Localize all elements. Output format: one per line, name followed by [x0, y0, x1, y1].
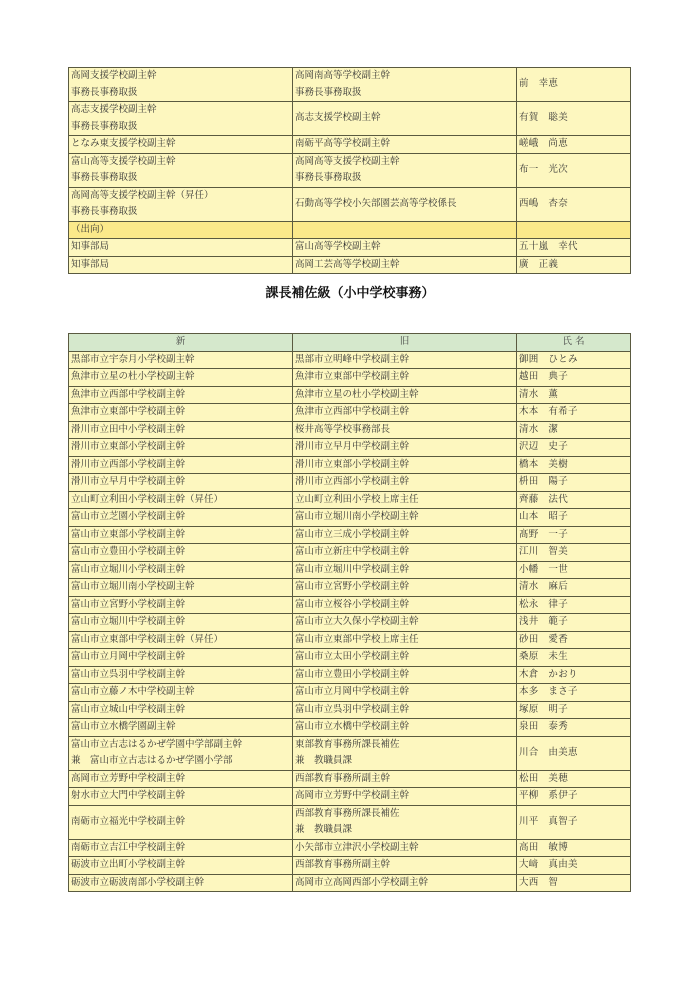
old-position-cell [293, 701, 517, 719]
old-position-line: 滑川市立東部小学校副主幹 [295, 458, 410, 470]
new-position-line: 事務長事務取扱 [71, 120, 138, 132]
old-position-cell [293, 102, 517, 136]
new-position-cell [69, 857, 293, 875]
new-position-cell [69, 509, 293, 527]
person-name-cell: 小幡 一世 [517, 561, 631, 579]
table-row [69, 239, 631, 257]
new-position-cell [69, 788, 293, 806]
new-position-cell [69, 736, 293, 770]
new-position-line: 富山高等支援学校副主幹 [71, 155, 176, 167]
new-position-cell [69, 684, 293, 702]
table-row [69, 187, 631, 221]
person-name-cell: 本多 まさ子 [517, 684, 631, 702]
person-name-cell: 泉田 泰秀 [517, 719, 631, 737]
table-row [69, 701, 631, 719]
new-position-line: 富山市立東部中学校副主幹（昇任） [71, 633, 224, 645]
header-old: 旧 [293, 334, 517, 352]
new-position-line: 魚津市立東部中学校副主幹 [71, 406, 186, 417]
old-position-cell [293, 136, 517, 154]
new-position-line: 兼 富山市立古志はるかぜ学園小学部 [71, 755, 233, 766]
old-position-line: 富山市立桜谷小学校副主幹 [295, 598, 410, 610]
person-name-cell: 山本 昭子 [517, 509, 631, 527]
person-name-cell: 川平 真智子 [517, 805, 631, 839]
table-row [69, 526, 631, 544]
old-position-line: 高岡高等支援学校副主幹 [295, 155, 400, 167]
old-position-line: 高志支援学校副主幹 [295, 112, 381, 124]
new-position-cell [69, 561, 293, 579]
table-row [69, 544, 631, 562]
header-name: 氏 名 [517, 334, 631, 352]
table-row [69, 509, 631, 527]
table-row [69, 136, 631, 154]
old-position-line: 富山市立太田小学校副主幹 [295, 651, 410, 662]
new-position-line: 富山市立水橋学園副主幹 [71, 721, 176, 732]
table-row [69, 491, 631, 509]
person-name-cell: 大﨑 真由美 [517, 857, 631, 875]
new-position-line: 富山市立芝園小学校副主幹 [71, 511, 186, 522]
old-position-line: 高岡南高等学校副主幹 [295, 70, 391, 81]
new-position-cell [69, 456, 293, 474]
table-row [69, 770, 631, 788]
table-row [69, 857, 631, 875]
new-position-cell [69, 102, 293, 136]
old-position-line: 富山市立堀川南小学校副主幹 [295, 511, 419, 522]
old-position-cell [293, 68, 517, 102]
header-new: 新 [69, 334, 293, 352]
old-position-cell [293, 439, 517, 457]
old-position-cell [293, 736, 517, 770]
new-position-cell [69, 805, 293, 839]
person-name-cell: 五十嵐 幸代 [517, 239, 631, 257]
table-row [69, 474, 631, 492]
new-position-line: 富山市立堀川中学校副主幹 [71, 616, 186, 627]
new-position-cell [69, 256, 293, 274]
person-name-cell: 江川 智美 [517, 544, 631, 562]
new-position-line: 事務長事務取扱 [71, 86, 138, 98]
table-row [69, 839, 631, 857]
new-position-line: 高岡高等支援学校副主幹（昇任） [71, 189, 214, 201]
person-name-cell: 御囲 ひとみ [517, 351, 631, 369]
table-row [69, 561, 631, 579]
old-position-cell [293, 614, 517, 632]
new-position-line: 射水市立大門中学校副主幹 [71, 790, 186, 801]
old-position-cell [293, 153, 517, 187]
person-name-cell: 木倉 かおり [517, 666, 631, 684]
new-position-cell [69, 187, 293, 221]
new-position-line: 知事部局 [71, 241, 110, 252]
table-row [69, 631, 631, 649]
person-name-cell: 砂田 愛香 [517, 631, 631, 649]
old-position-line: 小矢部市立津沢小学校副主幹 [295, 841, 419, 853]
old-position-line: 事務長事務取扱 [295, 86, 362, 98]
table-row [69, 102, 631, 136]
new-position-line: 砺波市立出町小学校副主幹 [71, 859, 186, 870]
new-position-line: 滑川市立東部小学校副主幹 [71, 441, 186, 452]
new-position-cell [69, 701, 293, 719]
old-position-line: 魚津市立西部中学校副主幹 [295, 406, 410, 417]
person-name-cell: 有賀 聡美 [517, 102, 631, 136]
table-row [69, 684, 631, 702]
person-name-cell: 髙野 一子 [517, 526, 631, 544]
table-row [69, 439, 631, 457]
old-position-cell [293, 579, 517, 597]
new-position-line: 高岡市立芳野中学校副主幹 [71, 772, 186, 784]
new-position-cell [69, 614, 293, 632]
personnel-table-continued [68, 67, 631, 274]
old-position-line: 西部教育事務所副主幹 [295, 772, 391, 784]
old-position-cell [293, 596, 517, 614]
table-row [69, 256, 631, 274]
old-position-line: 富山市立大久保小学校副主幹 [295, 616, 419, 627]
new-position-line: 富山市立呉羽中学校副主幹 [71, 668, 186, 680]
new-position-cell [69, 491, 293, 509]
new-position-cell [69, 153, 293, 187]
new-position-cell [69, 719, 293, 737]
new-position-line: 富山市立宮野小学校副主幹 [71, 598, 186, 610]
old-position-cell [293, 719, 517, 737]
table-row [69, 456, 631, 474]
new-position-line: 富山市立東部小学校副主幹 [71, 528, 186, 540]
table-header-row [69, 334, 631, 352]
person-name-cell: 高田 敏博 [517, 839, 631, 857]
table-row [69, 351, 631, 369]
old-position-line: 富山市立月岡中学校副主幹 [295, 686, 410, 697]
new-position-line: 富山市立豊田小学校副主幹 [71, 546, 186, 557]
new-position-line: 事務長事務取扱 [71, 172, 138, 183]
old-position-cell [293, 369, 517, 387]
new-position-line: となみ東支援学校副主幹 [71, 138, 176, 149]
new-position-cell [69, 770, 293, 788]
old-position-line: 富山市立堀川中学校副主幹 [295, 563, 410, 575]
old-position-line: 富山市立豊田小学校副主幹 [295, 668, 410, 680]
old-position-cell [293, 544, 517, 562]
person-name-cell: 清水 薫 [517, 386, 631, 404]
old-position-line: 事務長事務取扱 [295, 172, 362, 183]
new-position-cell [69, 649, 293, 667]
person-name-cell: 塚原 明子 [517, 701, 631, 719]
person-name-cell: 清水 麻后 [517, 579, 631, 597]
old-position-cell [293, 684, 517, 702]
new-position-cell [69, 874, 293, 892]
old-position-cell [293, 788, 517, 806]
old-position-cell [293, 256, 517, 274]
new-position-line: 富山市立古志はるかぜ学園中学部副主幹 [71, 738, 243, 750]
old-position-line: 西部教育事務所副主幹 [295, 859, 391, 870]
old-position-cell [293, 456, 517, 474]
new-position-line: 砺波市立砺波南部小学校副主幹 [71, 876, 205, 888]
new-position-cell [69, 404, 293, 422]
new-position-cell [69, 839, 293, 857]
old-position-line: 富山市立宮野小学校副主幹 [295, 581, 410, 592]
person-name-cell: 桑原 未生 [517, 649, 631, 667]
table-row [69, 386, 631, 404]
table-row [69, 719, 631, 737]
new-position-cell [69, 579, 293, 597]
old-position-line: 東部教育事務所課長補佐 [295, 738, 400, 750]
person-name-cell: 廣 正義 [517, 256, 631, 274]
new-position-cell [69, 666, 293, 684]
new-position-line: 富山市立堀川小学校副主幹 [71, 563, 186, 575]
new-position-cell [69, 439, 293, 457]
new-position-line: 富山市立月岡中学校副主幹 [71, 651, 186, 662]
old-position-line: 石動高等学校小矢部園芸高等学校係長 [295, 197, 457, 209]
old-position-cell [293, 404, 517, 422]
table-row [69, 805, 631, 839]
new-position-line: 高志支援学校副主幹 [71, 104, 157, 115]
new-position-line: 立山町立利田小学校副主幹（昇任） [71, 493, 224, 505]
new-position-line: 富山市立城山中学校副主幹 [71, 703, 186, 715]
new-position-cell [69, 474, 293, 492]
new-position-line: 事務長事務取扱 [71, 206, 138, 217]
old-position-cell [293, 561, 517, 579]
person-name-cell: 松田 美穂 [517, 770, 631, 788]
table-row [69, 874, 631, 892]
old-position-line: 兼 教職員課 [295, 824, 353, 835]
table-row [69, 369, 631, 387]
new-position-line: 南砺市立福光中学校副主幹 [71, 815, 186, 827]
new-position-cell [69, 631, 293, 649]
new-position-line: 滑川市立田中小学校副主幹 [71, 423, 186, 435]
old-position-cell [293, 649, 517, 667]
old-position-line: 西部教育事務所課長補佐 [295, 807, 400, 819]
person-name-cell: 清水 潔 [517, 421, 631, 439]
old-position-cell [293, 421, 517, 439]
new-position-cell [69, 386, 293, 404]
new-position-cell [69, 239, 293, 257]
person-name-cell: 川合 由美恵 [517, 736, 631, 770]
old-position-cell [293, 857, 517, 875]
new-position-cell [69, 544, 293, 562]
person-name-cell: 越田 典子 [517, 369, 631, 387]
old-position-cell [293, 805, 517, 839]
old-position-cell [293, 474, 517, 492]
old-position-cell [293, 526, 517, 544]
person-name-cell: 前 幸恵 [517, 68, 631, 102]
person-name-cell: 木本 有希子 [517, 404, 631, 422]
new-position-line: 富山市立堀川南小学校副主幹 [71, 581, 195, 592]
person-name-cell: 平柳 系伊子 [517, 788, 631, 806]
table-row [69, 579, 631, 597]
new-position-line: 滑川市立早月中学校副主幹 [71, 476, 186, 487]
person-name-cell: 齊藤 法代 [517, 491, 631, 509]
new-position-line: 滑川市立西部小学校副主幹 [71, 458, 186, 470]
new-position-cell [69, 421, 293, 439]
new-position-line: 魚津市立星の杜小学校副主幹 [71, 371, 195, 382]
new-position-line: 黒部市立宇奈月小学校副主幹 [71, 353, 195, 365]
new-position-line: 魚津市立西部中学校副主幹 [71, 388, 186, 400]
old-position-line: 高岡市立芳野中学校副主幹 [295, 790, 410, 801]
new-position-line: 知事部局 [71, 258, 110, 270]
person-name-cell: 大西 智 [517, 874, 631, 892]
person-name-cell: 橋本 美樹 [517, 456, 631, 474]
old-position-cell [293, 386, 517, 404]
table-row [69, 649, 631, 667]
table-row [69, 68, 631, 102]
table-row [69, 153, 631, 187]
table-row [69, 596, 631, 614]
old-position-line: 南砺平高等学校副主幹 [295, 138, 391, 149]
personnel-table-section-chief-assistant [68, 333, 631, 892]
table-row [69, 404, 631, 422]
person-name-cell: 枡田 陽子 [517, 474, 631, 492]
old-position-line: 桜井高等学校事務部長 [295, 423, 391, 435]
old-position-line: 高岡工芸高等学校副主幹 [295, 258, 400, 270]
person-name-cell: 布一 光次 [517, 153, 631, 187]
old-position-line: 富山市立東部中学校上席主任 [295, 633, 419, 645]
table-row [69, 421, 631, 439]
person-name-cell: 嵯峨 尚恵 [517, 136, 631, 154]
new-position-cell [69, 68, 293, 102]
old-position-line: 富山高等学校副主幹 [295, 241, 381, 252]
old-position-line: 滑川市立早月中学校副主幹 [295, 441, 410, 452]
person-name-cell: 沢辺 史子 [517, 439, 631, 457]
old-position-cell [293, 839, 517, 857]
old-position-line: 兼 教職員課 [295, 755, 353, 766]
old-position-line: 富山市立呉羽中学校副主幹 [295, 703, 410, 715]
old-position-cell [293, 770, 517, 788]
old-position-line: 魚津市立星の杜小学校副主幹 [295, 388, 419, 400]
table-row [69, 736, 631, 770]
old-position-line: 富山市立水橋中学校副主幹 [295, 721, 410, 732]
person-name-cell: 西嶋 杏奈 [517, 187, 631, 221]
old-position-cell [293, 666, 517, 684]
person-name-cell [517, 221, 631, 239]
new-position-line: 富山市立藤ノ木中学校副主幹 [71, 686, 195, 697]
old-position-cell [293, 874, 517, 892]
new-position-cell [69, 369, 293, 387]
table-row [69, 666, 631, 684]
old-position-cell [293, 491, 517, 509]
old-position-line: 富山市立三成小学校副主幹 [295, 528, 410, 540]
table-row [69, 614, 631, 632]
table-row [69, 788, 631, 806]
old-position-cell [293, 351, 517, 369]
new-position-line: （出向） [71, 223, 110, 235]
old-position-cell [293, 239, 517, 257]
new-position-cell [69, 136, 293, 154]
section-row [69, 221, 631, 239]
new-position-cell [69, 351, 293, 369]
old-position-line: 高岡市立高岡西部小学校副主幹 [295, 876, 429, 888]
new-position-line: 南砺市立吉江中学校副主幹 [71, 841, 186, 853]
new-position-cell [69, 526, 293, 544]
new-position-cell [69, 221, 293, 239]
old-position-cell [293, 187, 517, 221]
person-name-cell: 松永 律子 [517, 596, 631, 614]
old-position-line: 滑川市立西部小学校副主幹 [295, 476, 410, 487]
new-position-line: 高岡支援学校副主幹 [71, 70, 157, 81]
old-position-line: 富山市立新庄中学校副主幹 [295, 546, 410, 557]
person-name-cell: 浅井 範子 [517, 614, 631, 632]
old-position-line: 魚津市立東部中学校副主幹 [295, 371, 410, 382]
section-title: 課長補佐級（小中学校事務） [265, 286, 435, 301]
old-position-cell [293, 509, 517, 527]
new-position-cell [69, 596, 293, 614]
old-position-cell [293, 221, 517, 239]
old-position-cell [293, 631, 517, 649]
old-position-line: 立山町立利田小学校上席主任 [295, 493, 419, 505]
old-position-line: 黒部市立明峰中学校副主幹 [295, 353, 410, 365]
